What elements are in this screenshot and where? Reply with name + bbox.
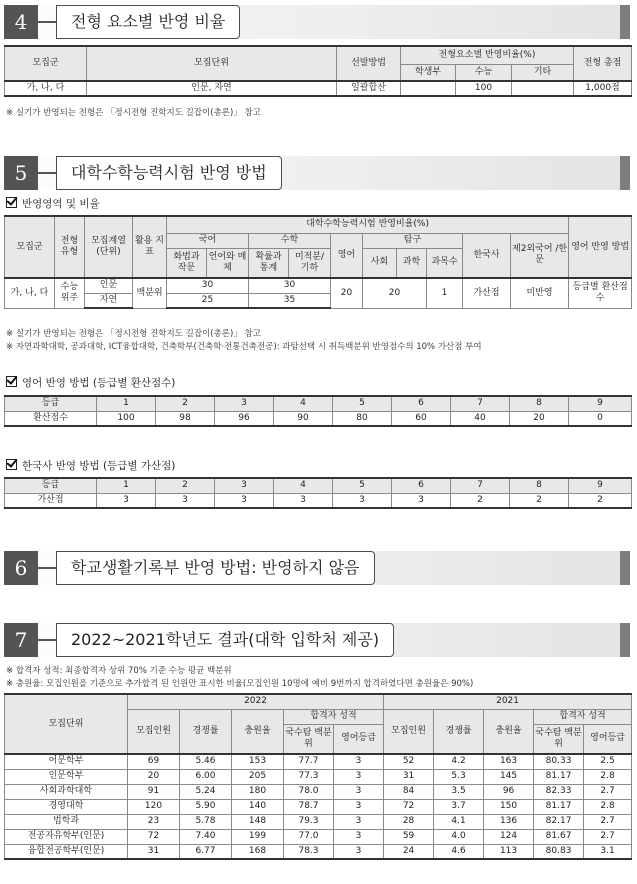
col-student: 학생부 <box>401 64 456 81</box>
cell: 20 <box>128 769 180 784</box>
cell: 3 <box>334 784 384 799</box>
cell: 자연 <box>85 293 133 308</box>
cell: 82.33 <box>534 784 584 799</box>
cell: 3 <box>156 493 215 508</box>
col-math-2: 미적분/ 기하 <box>289 248 331 278</box>
history-score-table <box>4 477 632 509</box>
table-row <box>5 829 632 844</box>
results-body <box>5 754 632 859</box>
checkbox-icon <box>6 459 17 470</box>
cell: 78.3 <box>284 844 334 859</box>
table-row <box>5 81 632 96</box>
section-number: 7 <box>4 623 38 657</box>
cell: 1 <box>427 278 463 308</box>
col-series: 모집계열 (단위) <box>85 216 133 278</box>
table-row <box>5 411 632 426</box>
col-english: 영어 <box>331 233 363 278</box>
table-row <box>5 799 632 814</box>
col-inquiry-science: 과학 <box>397 248 427 278</box>
cell: 4.0 <box>434 829 484 844</box>
cell: 40 <box>451 411 510 426</box>
cell: 205 <box>232 769 284 784</box>
note: ※ 합격자 성적: 최종합격자 상위 70% 기준 수능 평균 백분위 <box>6 666 232 676</box>
cell: 145 <box>484 769 534 784</box>
cell: 35 <box>249 293 331 308</box>
cell: 120 <box>128 799 180 814</box>
csat-ratio-table <box>4 215 632 309</box>
table-row <box>5 478 632 493</box>
col-history: 한국사 <box>463 233 511 278</box>
subheading <box>6 375 175 390</box>
cell: 3 <box>334 814 384 829</box>
col-group: 모집군 <box>5 216 55 278</box>
section-tail <box>620 5 630 39</box>
cell: 3 <box>334 844 384 859</box>
section-7-header <box>2 623 630 657</box>
note: ※ 자연과학대학, 공과대학, ICT융합대학, 건축학부(건축학·전통건축전공): 과탐선택 시 취득백분위 반영점수의 10% 가산점 부여 <box>6 342 482 352</box>
cell: 60 <box>392 411 451 426</box>
cell: 28 <box>384 814 434 829</box>
cell: 5.78 <box>180 814 232 829</box>
col-csat: 수능 <box>456 64 512 81</box>
col-inquiry-social: 사회 <box>363 248 397 278</box>
section-title: 대학수학능력시험 반영 방법 <box>56 156 282 190</box>
cell: 9 <box>569 478 632 493</box>
cell: 1,000점 <box>574 81 632 96</box>
cell: 8 <box>510 396 569 411</box>
section-title: 2022~2021학년도 결과(대학 입학처 제공) <box>56 623 394 657</box>
cell: 72 <box>128 829 180 844</box>
cell: 5 <box>333 396 392 411</box>
cell: 일괄합산 <box>337 81 401 96</box>
cell: 3 <box>334 754 384 769</box>
cell: 2.7 <box>584 784 632 799</box>
col-english-grade: 영어등급 <box>584 724 632 754</box>
row-label: 등급 <box>5 478 97 493</box>
cell: 31 <box>384 769 434 784</box>
table-row <box>5 493 632 508</box>
unit-name-cell: 사회과학대학 <box>5 784 128 799</box>
col-result: 합격자 성적 <box>284 709 384 724</box>
section-connector <box>38 21 56 23</box>
section-connector <box>38 639 56 641</box>
cell: 3 <box>215 478 274 493</box>
cell: 96 <box>484 784 534 799</box>
unit-name-cell: 융합전공학부(인문) <box>5 844 128 859</box>
col-math: 수학 <box>249 233 331 248</box>
row-label: 환산점수 <box>5 411 97 426</box>
cell: 72 <box>384 799 434 814</box>
cell: 77.3 <box>284 769 334 784</box>
table-row <box>5 784 632 799</box>
col-second-lang: 제2외국어 /한문 <box>511 233 569 278</box>
cell: 5.3 <box>434 769 484 784</box>
col-eng-method: 영어 반영 방법 <box>569 216 632 278</box>
cell: 20 <box>363 278 427 308</box>
cell: 77.0 <box>284 829 334 844</box>
col-year-2022: 2022 <box>128 694 384 709</box>
cell: 140 <box>232 799 284 814</box>
unit-name-cell: 어문학부 <box>5 754 128 769</box>
cell: 1 <box>97 396 156 411</box>
cell: 6 <box>392 396 451 411</box>
cell: 3 <box>274 493 333 508</box>
table-row <box>5 844 632 859</box>
cell: 25 <box>167 293 249 308</box>
cell: 2 <box>451 493 510 508</box>
subheading-text: 반영영역 및 비율 <box>22 198 100 210</box>
cell: 80 <box>333 411 392 426</box>
table-row <box>5 814 632 829</box>
col-fill-rate: 충원율 <box>484 709 534 754</box>
unit-name-cell: 전공자유학부(인문) <box>5 829 128 844</box>
cell: 2 <box>156 396 215 411</box>
section-5-header <box>2 156 630 190</box>
section-6-header <box>2 551 630 585</box>
section-number: 6 <box>4 551 38 585</box>
subheading-text: 영어 반영 방법 (등급별 환산점수) <box>22 377 176 389</box>
subheading-text: 한국사 반영 방법 (등급별 가산점) <box>22 460 176 472</box>
table-row <box>5 396 632 411</box>
cell: 20 <box>331 278 363 308</box>
cell: 98 <box>156 411 215 426</box>
col-competition: 경쟁률 <box>180 709 232 754</box>
selection-ratio-table <box>4 45 632 97</box>
cell: 2 <box>569 493 632 508</box>
cell: 5.90 <box>180 799 232 814</box>
col-percentile: 국수탐 백분위 <box>534 724 584 754</box>
cell: 7 <box>451 396 510 411</box>
cell: 136 <box>484 814 534 829</box>
cell: 4.6 <box>434 844 484 859</box>
col-ratio: 대학수학능력시험 반영비율(%) <box>167 216 569 233</box>
cell: 가, 나, 다 <box>5 81 87 96</box>
col-unit: 모집단위 <box>87 46 337 81</box>
cell: 150 <box>484 799 534 814</box>
col-type: 전형 유형 <box>55 216 85 278</box>
section-tail <box>620 156 630 190</box>
cell: 4 <box>274 478 333 493</box>
row-label: 등급 <box>5 396 97 411</box>
cell: 5.46 <box>180 754 232 769</box>
cell: 2 <box>156 478 215 493</box>
section-number: 4 <box>4 5 38 39</box>
cell: 100 <box>456 81 512 96</box>
cell: 3 <box>333 493 392 508</box>
cell: 인문 <box>85 278 133 293</box>
cell: 3 <box>97 493 156 508</box>
col-index: 활용 지표 <box>133 216 167 278</box>
cell: 30 <box>249 278 331 293</box>
cell: 96 <box>215 411 274 426</box>
note: ※ 충원율: 모집인원을 기준으로 추가합격 된 인원만 표시한 비율(모집인원 10명에 예비 9번까지 합격하였다면 충원율은 90%) <box>6 679 474 689</box>
section-title: 전형 요소별 반영 비율 <box>56 5 240 39</box>
cell: 69 <box>128 754 180 769</box>
table-row <box>5 754 632 769</box>
col-etc: 기타 <box>512 64 574 81</box>
section-number: 5 <box>4 156 38 190</box>
cell: 81.67 <box>534 829 584 844</box>
col-group: 모집군 <box>5 46 87 81</box>
cell: 52 <box>384 754 434 769</box>
cell: 90 <box>274 411 333 426</box>
cell: 3 <box>215 396 274 411</box>
col-korean-1: 화법과 작문 <box>167 248 207 278</box>
col-inquiry-count: 과목수 <box>427 248 463 278</box>
cell: 91 <box>128 784 180 799</box>
cell: 3 <box>334 829 384 844</box>
cell: 2.8 <box>584 769 632 784</box>
cell: 3 <box>215 493 274 508</box>
cell: 78.7 <box>284 799 334 814</box>
checkbox-icon <box>6 376 17 387</box>
section-tail <box>620 551 630 585</box>
cell: 20 <box>510 411 569 426</box>
cell: 81.17 <box>534 769 584 784</box>
cell: 4.1 <box>434 814 484 829</box>
cell: 인문, 자연 <box>87 81 337 96</box>
cell: 9 <box>569 396 632 411</box>
cell: 79.3 <box>284 814 334 829</box>
cell: 80.83 <box>534 844 584 859</box>
col-percentile: 국수탐 백분위 <box>284 724 334 754</box>
col-competition: 경쟁률 <box>434 709 484 754</box>
col-ratio: 전형요소별 반영비율(%) <box>401 46 574 64</box>
english-score-table <box>4 395 632 427</box>
subheading <box>6 196 100 211</box>
cell <box>401 81 456 96</box>
cell: 80.33 <box>534 754 584 769</box>
col-inquiry: 탐구 <box>363 233 463 248</box>
cell: 6.77 <box>180 844 232 859</box>
cell: 30 <box>167 278 249 293</box>
cell: 84 <box>384 784 434 799</box>
cell: 2.7 <box>584 814 632 829</box>
cell: 7 <box>451 478 510 493</box>
cell: 59 <box>384 829 434 844</box>
cell: 3 <box>392 493 451 508</box>
unit-name-cell: 인문학부 <box>5 769 128 784</box>
admission-results-table <box>4 693 632 860</box>
cell <box>512 81 574 96</box>
col-korean: 국어 <box>167 233 249 248</box>
cell: 100 <box>97 411 156 426</box>
cell: 31 <box>128 844 180 859</box>
cell: 1 <box>97 478 156 493</box>
unit-name-cell: 경영대학 <box>5 799 128 814</box>
table-row <box>5 278 632 293</box>
cell: 3 <box>334 799 384 814</box>
cell: 148 <box>232 814 284 829</box>
subheading <box>6 458 175 473</box>
cell: 6.00 <box>180 769 232 784</box>
cell: 163 <box>484 754 534 769</box>
cell: 8 <box>510 478 569 493</box>
col-result: 합격자 성적 <box>534 709 632 724</box>
note: ※ 실기가 반영되는 전형은 「정시전형 진학지도 길잡이(총론)」 참고 <box>6 108 261 118</box>
cell: 등급별 환산점수 <box>569 278 632 308</box>
unit-name-cell: 법학과 <box>5 814 128 829</box>
cell: 78.0 <box>284 784 334 799</box>
cell: 113 <box>484 844 534 859</box>
section-connector <box>38 172 56 174</box>
cell: 6 <box>392 478 451 493</box>
col-quota: 모집인원 <box>384 709 434 754</box>
cell: 2.8 <box>584 799 632 814</box>
cell: 5 <box>333 478 392 493</box>
cell: 3.1 <box>584 844 632 859</box>
cell: 168 <box>232 844 284 859</box>
cell: 180 <box>232 784 284 799</box>
checkbox-icon <box>6 197 17 208</box>
note: ※ 실기가 반영되는 전형은 「정시전형 진학지도 길잡이(총론)」 참고 <box>6 329 261 339</box>
section-4-header <box>2 5 630 39</box>
cell: 199 <box>232 829 284 844</box>
col-english-grade: 영어등급 <box>334 724 384 754</box>
cell: 77.7 <box>284 754 334 769</box>
cell: 4 <box>274 396 333 411</box>
table-row <box>5 769 632 784</box>
row-label: 가산점 <box>5 493 97 508</box>
cell: 23 <box>128 814 180 829</box>
cell: 7.40 <box>180 829 232 844</box>
cell: 2.5 <box>584 754 632 769</box>
cell: 2 <box>510 493 569 508</box>
cell: 82.17 <box>534 814 584 829</box>
col-total: 전형 총점 <box>574 46 632 81</box>
cell: 124 <box>484 829 534 844</box>
cell: 3.7 <box>434 799 484 814</box>
cell: 백분위 <box>133 278 167 308</box>
cell: 4.2 <box>434 754 484 769</box>
col-unit: 모집단위 <box>5 694 128 754</box>
col-year-2021: 2021 <box>384 694 632 709</box>
cell: 24 <box>384 844 434 859</box>
section-connector <box>38 567 56 569</box>
cell: 수능 위주 <box>55 278 85 308</box>
col-method: 선발방법 <box>337 46 401 81</box>
cell: 5.24 <box>180 784 232 799</box>
section-tail <box>620 623 630 657</box>
cell: 3 <box>334 769 384 784</box>
col-quota: 모집인원 <box>128 709 180 754</box>
cell: 가, 나, 다 <box>5 278 55 308</box>
cell: 2.7 <box>584 829 632 844</box>
col-korean-2: 언어와 매체 <box>207 248 249 278</box>
cell: 미반영 <box>511 278 569 308</box>
cell: 3.5 <box>434 784 484 799</box>
section-title: 학교생활기록부 반영 방법: 반영하지 않음 <box>56 551 375 585</box>
cell: 153 <box>232 754 284 769</box>
col-fill-rate: 충원율 <box>232 709 284 754</box>
cell: 0 <box>569 411 632 426</box>
cell: 81.17 <box>534 799 584 814</box>
cell: 가산점 <box>463 278 511 308</box>
col-math-1: 확률과 통계 <box>249 248 289 278</box>
